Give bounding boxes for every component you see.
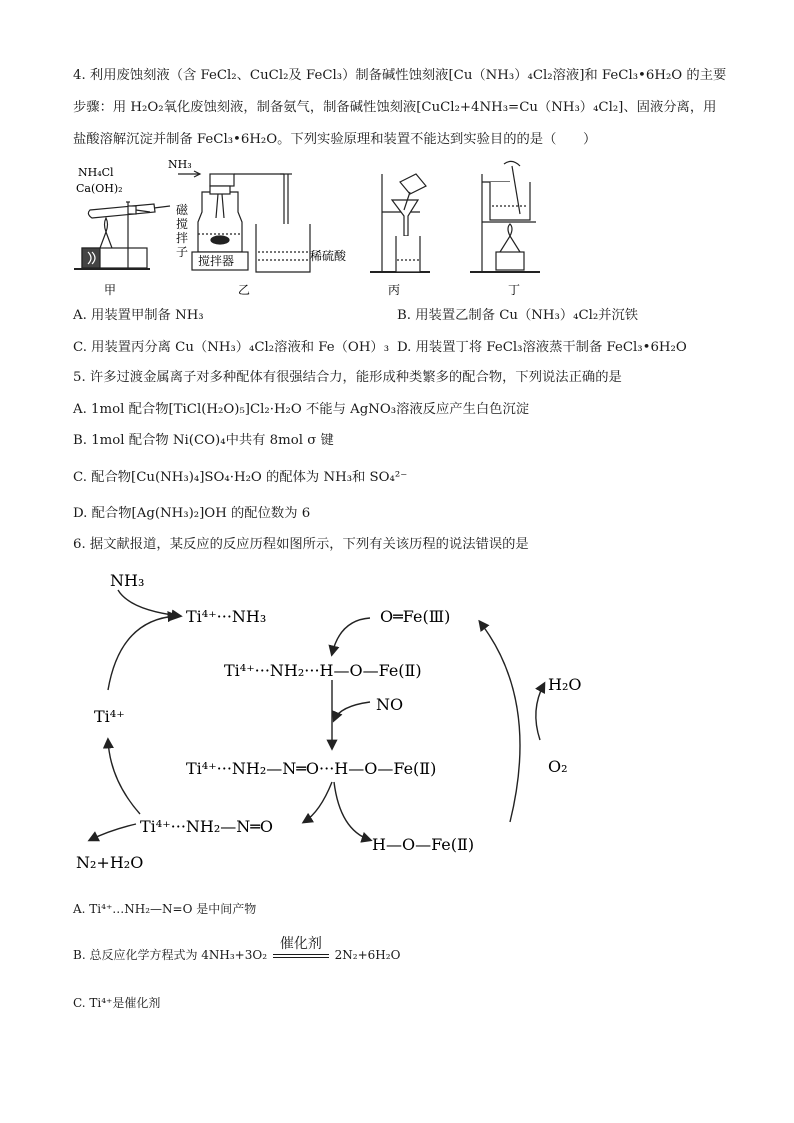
o-fe3-species: O═Fe(Ⅲ): [380, 607, 451, 626]
n2-h2o-products: N₂+H₂O: [76, 853, 144, 872]
q5-option-b[interactable]: B. 1mol 配合物 Ni(CO)₄中共有 8mol σ 键: [73, 433, 334, 448]
ti-nh2-h-ofe2-complex: Ti⁴⁺···NH₂···H—O—Fe(Ⅱ): [224, 661, 422, 680]
ti-nh3-complex: Ti⁴⁺···NH₃: [186, 607, 267, 626]
label-yi: 乙: [238, 283, 251, 297]
q4-option-d[interactable]: D. 用装置丁将 FeCl₃溶液蒸干制备 FeCl₃•6H₂O: [397, 340, 687, 355]
nh4cl-label: NH₄Cl: [78, 166, 114, 179]
ti-nh2-no-h-ofe2-intermediate: Ti⁴⁺···NH₂—N═O···H—O—Fe(Ⅱ): [186, 759, 437, 778]
caoh2-label: Ca(OH)₂: [76, 182, 123, 195]
q5-option-a[interactable]: A. 1mol 配合物[TiCl(H₂O)₅]Cl₂·H₂O 不能与 AgNO₃溶液反应产生白色沉淀: [73, 402, 530, 417]
ti-nh2-n-o-intermediate: Ti⁴⁺···NH₂—N═O: [140, 817, 274, 836]
q4-option-c[interactable]: C. 用装置丙分离 Cu（NH₃）₄Cl₂溶液和 Fe（OH）₃: [73, 340, 390, 355]
q5-option-d[interactable]: D. 配合物[Ag(NH₃)₂]OH 的配位数为 6: [73, 506, 311, 521]
dilute-acid-label: 稀硫酸: [310, 249, 347, 263]
stir-char-1: 磁: [176, 203, 189, 217]
q4-option-b[interactable]: B. 用装置乙制备 Cu（NH₃）₄Cl₂并沉铁: [397, 308, 639, 323]
h2o-byproduct: H₂O: [548, 675, 582, 694]
q6-option-a[interactable]: A. Ti⁴⁺…NH₂—N=O 是中间产物: [73, 902, 257, 916]
q4-stem-line2: 步骤：用 H₂O₂氧化废蚀刻液，制备氨气，制备碱性蚀刻液[CuCl₂+4NH₃=Cu（NH₃）₄Cl₂]、固液分离，用: [73, 100, 717, 115]
label-jia: 甲: [104, 283, 117, 297]
label-ding: 丁: [508, 283, 521, 297]
catalyst-equals-sign: [273, 935, 329, 966]
q6-option-b[interactable]: [73, 935, 401, 966]
apparatus-ding: [470, 161, 540, 272]
apparatus-jia: [74, 202, 170, 269]
ti4-catalyst: Ti⁴⁺: [94, 707, 125, 726]
stir-char-4: 子: [176, 245, 189, 259]
q4-option-a[interactable]: A. 用装置甲制备 NH₃: [73, 308, 204, 323]
q4-stem-line3: 盐酸溶解沉淀并制备 FeCl₃•6H₂O。下列实验原理和装置不能达到实验目的的是（ ）: [73, 132, 597, 147]
q6-stem: 6. 据文献报道，某反应的反应历程如图所示，下列有关该历程的说法错误的是: [73, 537, 529, 552]
nh3-label: NH₃: [168, 158, 192, 171]
stir-char-2: 搅: [176, 217, 189, 231]
stirrer-label: 搅拌器: [198, 254, 235, 268]
apparatus-bing: [370, 174, 430, 272]
q6-reaction-mechanism-diagram: [70, 560, 630, 885]
o2-reactant: O₂: [548, 757, 568, 776]
q4-apparatus-figure: [70, 152, 630, 302]
nh3-reactant: NH₃: [110, 571, 145, 590]
stir-char-3: 拌: [176, 231, 189, 245]
q6-option-c[interactable]: C. Ti⁴⁺是催化剂: [73, 996, 161, 1010]
q4-stem-line1: 4. 利用废蚀刻液（含 FeCl₂、CuCl₂及 FeCl₃）制备碱性蚀刻液[Cu（NH₃）₄Cl₂溶液]和 FeCl₃•6H₂O 的主要: [73, 68, 727, 83]
q6-option-b-products: 2N₂+6H₂O: [334, 948, 401, 962]
q6-option-b-text: B. 总反应化学方程式为 4NH₃+3O₂: [73, 948, 268, 962]
catalyst-label: 催化剂: [279, 935, 322, 952]
q5-stem: 5. 许多过渡金属离子对多种配体有很强结合力，能形成种类繁多的配合物，下列说法正确的是: [73, 370, 622, 385]
label-bing: 丙: [388, 283, 401, 297]
h-o-fe2-species: H—O—Fe(Ⅱ): [372, 835, 475, 854]
q5-option-c[interactable]: C. 配合物[Cu(NH₃)₄]SO₄·H₂O 的配体为 NH₃和 SO₄²⁻: [73, 470, 408, 485]
no-reactant: NO: [376, 695, 404, 714]
